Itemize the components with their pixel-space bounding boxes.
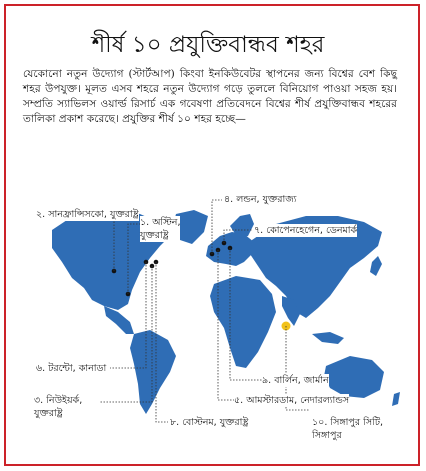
label-boston: ৮. বোস্টনম, যুক্তরাষ্ট্র bbox=[170, 417, 249, 428]
page-title: শীর্ষ ১০ প্রযুক্তিবান্ধব শহর bbox=[91, 32, 325, 58]
label-san-francisco: ২. সানফ্রান্সিসকো, যুক্তরাষ্ট্র bbox=[36, 209, 139, 220]
japan bbox=[370, 256, 382, 276]
indonesia bbox=[312, 332, 344, 344]
label-london: ৪. লন্ডন, যুক্তরাজ্য bbox=[224, 194, 297, 205]
label-copenhagen: ৭. কোপেনহেগেন, ডেনমার্ক bbox=[254, 225, 358, 236]
label-new-york-line2: যুক্তরাষ্ট্র bbox=[34, 408, 63, 419]
south-america bbox=[130, 330, 176, 414]
central-america bbox=[104, 306, 134, 334]
label-austin-line1: ১. অস্টিন, bbox=[140, 217, 181, 228]
label-austin-line2: যুক্তরাষ্ট্র bbox=[140, 230, 169, 241]
label-singapore-line2: সিঙ্গাপুর bbox=[312, 430, 342, 441]
label-singapore bbox=[312, 416, 383, 442]
australia bbox=[324, 356, 384, 398]
africa bbox=[210, 276, 276, 368]
label-new-york-line1: ৩. নিউইয়র্ক, bbox=[34, 395, 83, 406]
map-landmass bbox=[52, 210, 400, 414]
label-amsterdam: ৫. আমস্টারডাম, নেদারল্যান্ডস bbox=[234, 395, 350, 406]
label-singapore-line1: ১০. সিঙ্গাপুর সিটি, bbox=[312, 417, 384, 428]
new-zealand bbox=[392, 392, 400, 406]
label-toronto: ৬. টরন্টো, কানাডা bbox=[36, 363, 107, 374]
label-berlin: ৯. বার্লিন, জার্মান bbox=[262, 375, 329, 386]
intro-paragraph: যেকোনো নতুন উদ্যোগ (স্টার্টআপ) কিংবা ইনকিউবেটর স্থাপনের জন্য বিশ্বের বেশ কিছু শহর উপযুক্ত। মূলত এসব শহরে নতুন উদ্যোগ গড়ে তুললে বিনিয়োগ পাওয়া সহজ হয়। সম্প্রতি স্যাভিলস ওয়ার্ল্ড রিসার্চ এক গবেষণা প্রতিবেদনে বিশ্বের শীর্ষ প্রযুক্তিবান্ধব শহরের তালিকা প্রকাশ করেছে। প্রযুক্তির শীর্ষ ১০ শহর হচ্ছে— bbox=[23, 68, 397, 125]
label-austin bbox=[140, 216, 180, 242]
label-new-york bbox=[34, 394, 82, 420]
